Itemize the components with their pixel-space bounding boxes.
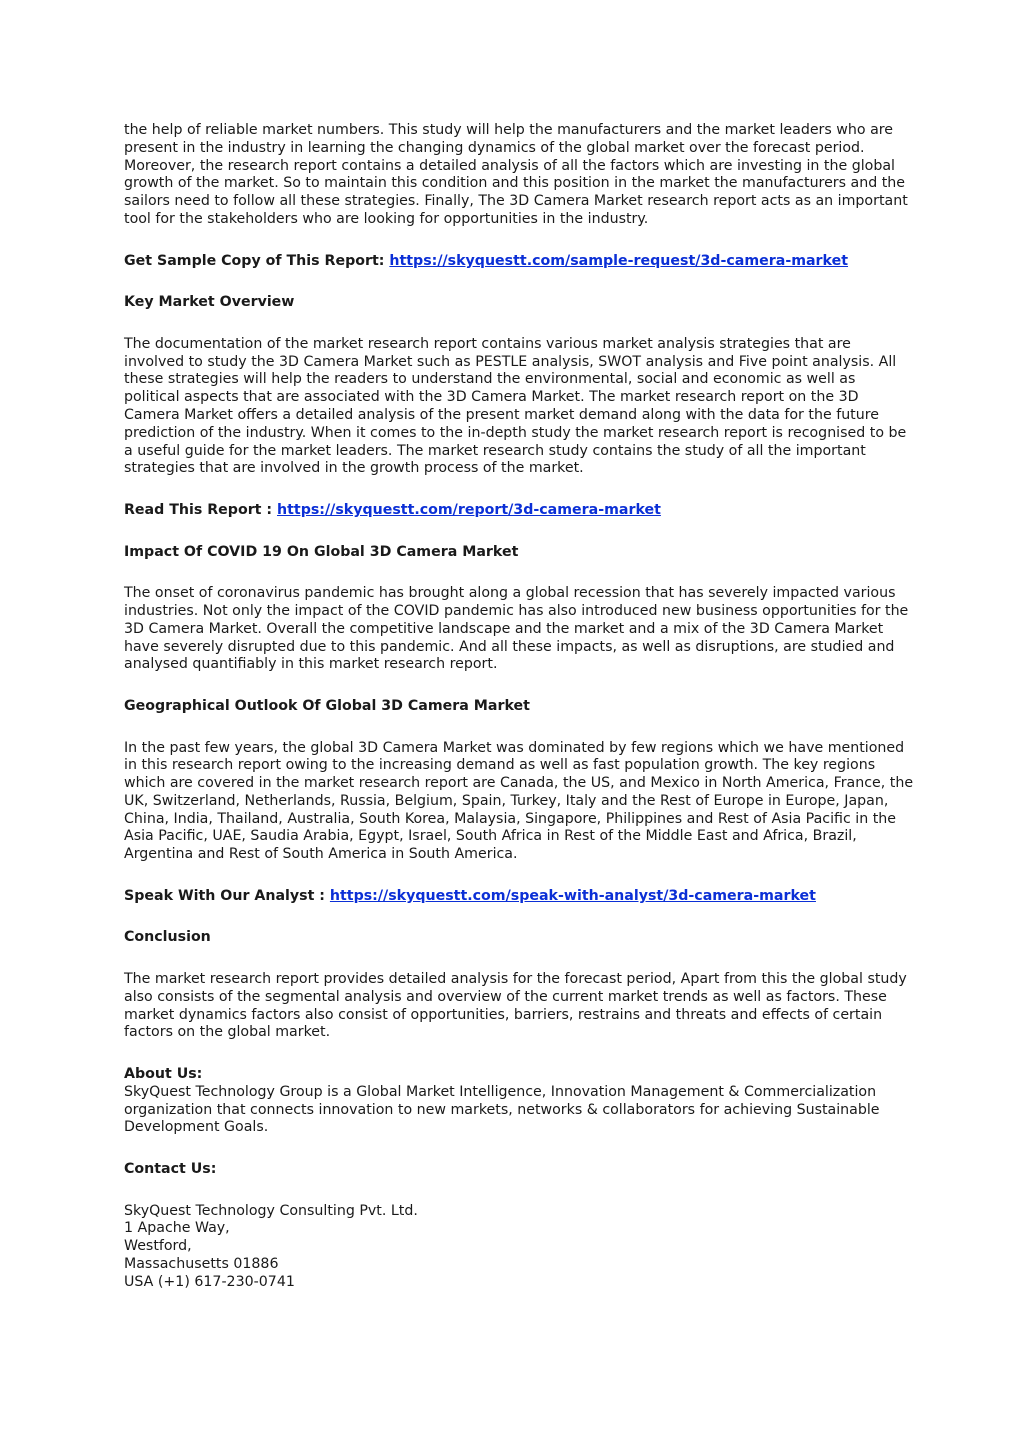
intro-paragraph: the help of reliable market numbers. This study will help the manufacturers and the market leaders who are present in the industry in learning the changing dynamics of the global market over the forecast period. Moreover, the research report contains a detailed analysis of all the factors which are investing in the global growth of the market. So to maintain this condition and this position in the market the manufacturers and the sailors need to follow all these strategies. Finally, The 3D Camera Market research report acts as an important tool for the stakeholders who are looking for opportunities in the industry. xyxy=(124,122,908,227)
contact-city: Westford, xyxy=(124,1238,192,1255)
sample-copy-line xyxy=(124,253,914,271)
contact-address xyxy=(124,1203,914,1292)
about-paragraph: SkyQuest Technology Group is a Global Market Intelligence, Innovation Management & Commercialization organization that connects innovation to new markets, networks & collaborators for achieving Sustainable Development Goals. xyxy=(124,1083,880,1136)
contact-phone: USA (+1) 617-230-0741 xyxy=(124,1273,295,1290)
key-overview-paragraph: The documentation of the market research report contains various market analysis strategies that are involved to study the 3D Camera Market such as PESTLE analysis, SWOT analysis and Five point analysis. All these strategies will help the readers to understand the environmental, social and economic as well as political aspects that are associated with the 3D Camera Market. The market research report on the 3D Camera Market offers a detailed analysis of the present market demand along with the data for the future prediction of the industry. When it comes to the in-depth study the market research report is recognised to be a useful guide for the market leaders. The market research study contains the study of all the important strategies that are involved in the growth process of the market. xyxy=(124,335,907,477)
conclusion-paragraph: The market research report provides detailed analysis for the forecast period, Apart from this the global study also consists of the segmental analysis and overview of the current market trends as well as factors. These market dynamics factors also consist of opportunities, barriers, restrains and threats and effects of certain factors on the global market. xyxy=(124,971,907,1041)
sample-copy-link[interactable]: https://skyquestt.com/sample-request/3d-camera-market xyxy=(389,252,849,269)
contact-company: SkyQuest Technology Consulting Pvt. Ltd. xyxy=(124,1202,418,1219)
read-report-label: Read This Report : xyxy=(124,501,278,518)
geo-paragraph: In the past few years, the global 3D Camera Market was dominated by few regions which we have mentioned in this research report owing to the increasing demand as well as fast population growth. The key regions which are covered in the market research report are Canada, the US, and Mexico in North America, France, the UK, Switzerland, Netherlands, Russia, Belgium, Spain, Turkey, Italy and the Rest of Europe in Europe, Japan, China, India, Thailand, Australia, South Korea, Malaysia, Singapore, Philippines and Rest of Asia Pacific in the Asia Pacific, UAE, Saudia Arabia, Egypt, Israel, South Africa in Rest of the Middle East and Africa, Brazil, Argentina and Rest of South America in South America. xyxy=(124,739,914,863)
analyst-link[interactable]: https://skyquestt.com/speak-with-analyst/3d-camera-market xyxy=(329,887,816,904)
sample-copy-label: Get Sample Copy of This Report: xyxy=(124,252,390,269)
covid-paragraph: The onset of coronavirus pandemic has brought along a global recession that has severely impacted various industries. Not only the impact of the COVID pandemic has also introduced new business opportunities for the 3D Camera Market. Overall the competitive landscape and the market and a mix of the 3D Camera Market have severely disrupted due to this pandemic. And all these impacts, as well as disruptions, are studied and analysed quantifiably in this market research report. xyxy=(124,585,909,673)
covid-heading: Impact Of COVID 19 On Global 3D Camera Market xyxy=(124,543,519,560)
analyst-label: Speak With Our Analyst : xyxy=(124,887,330,904)
contact-heading: Contact Us: xyxy=(124,1161,217,1178)
document-page xyxy=(124,122,914,1315)
about-heading: About Us: xyxy=(124,1066,203,1083)
contact-state-zip: Massachusetts 01886 xyxy=(124,1256,279,1273)
analyst-line xyxy=(124,888,914,906)
geo-heading: Geographical Outlook Of Global 3D Camera Market xyxy=(124,697,530,714)
read-report-line xyxy=(124,502,914,520)
contact-street: 1 Apache Way, xyxy=(124,1220,230,1237)
key-overview-heading: Key Market Overview xyxy=(124,294,295,311)
read-report-link[interactable]: https://skyquestt.com/report/3d-camera-market xyxy=(277,501,661,518)
conclusion-heading: Conclusion xyxy=(124,929,211,946)
